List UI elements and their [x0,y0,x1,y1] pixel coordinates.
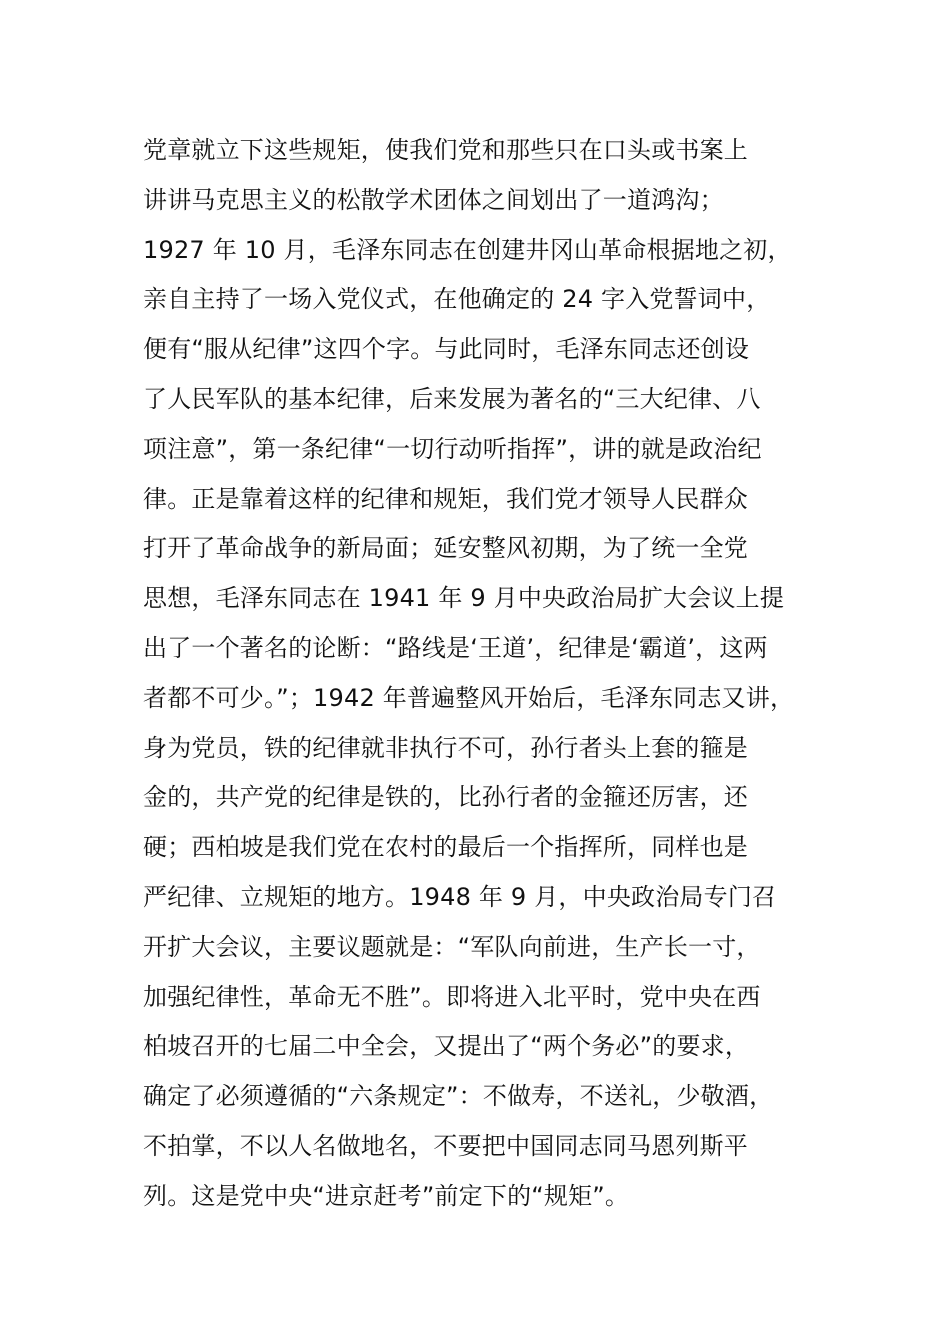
text-line: 开扩大会议，主要议题就是：“军队向前进，生产长一寸， [143,932,761,961]
text-line: 出了一个著名的论断：“路线是‘王道’，纪律是‘霸道’，这两 [143,633,768,662]
text-line: 便有“服从纪律”这四个字。与此同时，毛泽东同志还创设 [143,335,750,364]
text-line: 讲讲马克思主义的松散学术团体之间划出了一道鸿沟； [143,185,724,214]
text-line: 加强纪律性，革命无不胜”。即将进入北平时，党中央在西 [143,982,761,1011]
text-line: 柏坡召开的七届二中全会，又提出了“两个务必”的要求， [143,1032,750,1061]
text-line: 身为党员，铁的纪律就非执行不可，孙行者头上套的箍是 [143,733,748,762]
body-paragraph [143,126,843,1222]
text-line: 了人民军队的基本纪律，后来发展为著名的“三大纪律、八 [143,384,761,413]
text-line: 硬；西柏坡是我们党在农村的最后一个指挥所，同样也是 [143,833,748,862]
text-line: 者都不可少。”；1942 年普遍整风开始后，毛泽东同志又讲， [143,683,795,712]
text-line: 金的，共产党的纪律是铁的，比孙行者的金箍还厉害，还 [143,783,748,812]
text-line: 思想，毛泽东同志在 1941 年 9 月中央政治局扩大会议上提 [143,584,785,613]
text-line: 不拍掌，不以人名做地名，不要把中国同志同马恩列斯平 [143,1131,748,1160]
text-line: 确定了必须遵循的“六条规定”：不做寿，不送礼，少敬酒， [143,1082,774,1111]
text-line: 严纪律、立规矩的地方。1948 年 9 月，中央政治局专门召 [143,882,777,911]
text-line: 项注意”，第一条纪律“一切行动听指挥”，讲的就是政治纪 [143,434,762,463]
text-line: 1927 年 10 月，毛泽东同志在创建井冈山革命根据地之初， [143,235,792,264]
text-line: 亲自主持了一场入党仪式，在他确定的 24 字入党誓词中， [143,285,771,314]
text-line: 律。正是靠着这样的纪律和规矩，我们党才领导人民群众 [143,484,748,513]
text-line: 列。这是党中央“进京赶考”前定下的“规矩”。 [143,1181,630,1210]
text-line: 打开了革命战争的新局面；延安整风初期，为了统一全党 [143,534,748,563]
text-line: 党章就立下这些规矩，使我们党和那些只在口头或书案上 [143,136,748,164]
